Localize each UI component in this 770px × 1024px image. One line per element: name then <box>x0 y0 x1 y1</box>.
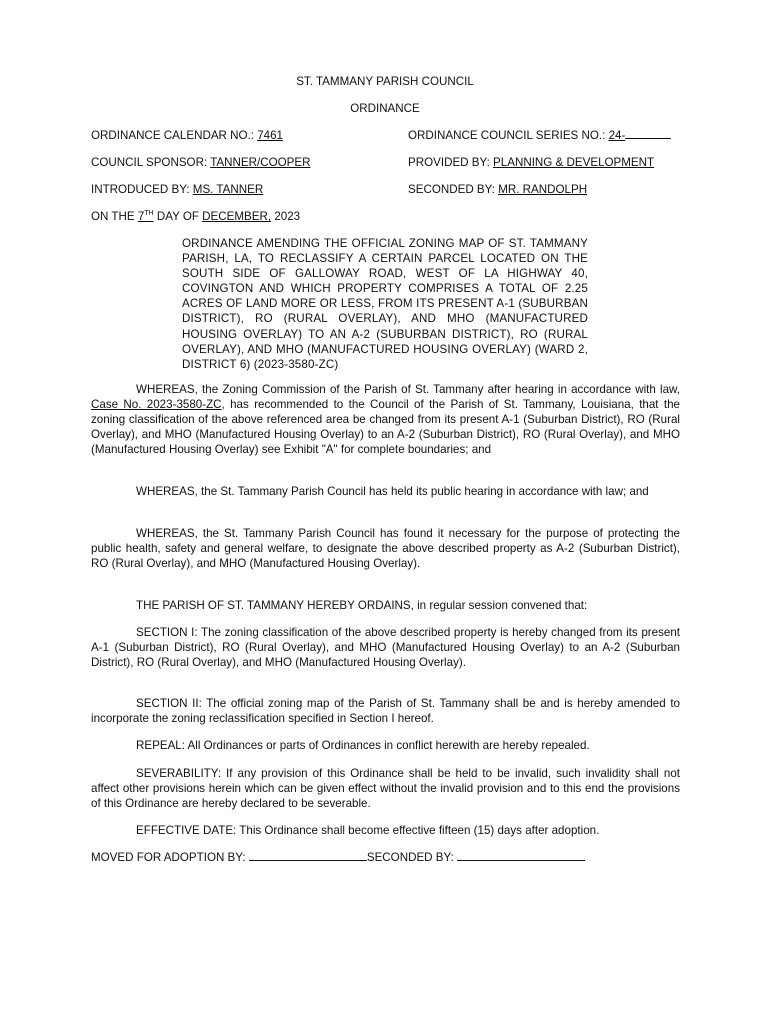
calendar-number-field <box>91 128 283 143</box>
introduced-by-label: INTRODUCED BY: <box>91 183 193 196</box>
moved-by-blank <box>249 850 367 861</box>
whereas-paragraph-1 <box>91 382 680 457</box>
introduced-by-field <box>91 182 263 197</box>
effective-date-text: EFFECTIVE DATE: This Ordinance shall become effective fifteen (15) days after adoption. <box>136 824 600 837</box>
ordains-paragraph <box>91 598 680 613</box>
council-series-field <box>408 128 671 143</box>
council-sponsor-field <box>91 155 310 170</box>
section-2-paragraph <box>91 696 680 726</box>
seconded-by-field <box>408 182 587 197</box>
ordinance-caption: ORDINANCE AMENDING THE OFFICIAL ZONING MAP OF ST. TAMMANY PARISH, LA, TO RECLASSIFY A CERTAIN PARCEL LOCATED ON THE SOUTH SIDE OF GALLOWAY ROAD, WEST OF LA HIGHWAY 40, COVINGTON AND WHICH PROPERTY COMPRISES A TOTAL OF 2.25 ACRES OF LAND MORE OR LESS, FROM ITS PRESENT A-1 (SUBURBAN DISTRICT), RO (RURAL OVERLAY), AND MHO (MANUFACTURED HOUSING OVERLAY) TO AN A-2 (SUBURBAN DISTRICT), RO (RURAL OVERLAY), AND MHO (MANUFACTURED HOUSING OVERLAY) (WARD 2, DISTRICT 6) (2023-3580-ZC) <box>182 237 588 371</box>
whereas-1-text-b: , has recommended to the Council of the Parish of St. Tammany, Louisiana, that the zoning classification of the above referenced area be changed from its present A-1 (Suburban District), RO (Rural Overlay), and MHO (Manufactured Housing Overlay) to an A-2 (Suburban District), RO (Rural Overlay), and MHO (Manufactured Housing Overlay) see Exhibit "A" for complete boundaries; and <box>91 398 680 457</box>
calendar-number-value: 7461 <box>257 129 283 142</box>
council-sponsor-label: COUNCIL SPONSOR: <box>91 156 211 169</box>
date-year: 2023 <box>271 210 301 223</box>
repeal-paragraph <box>91 738 680 753</box>
council-sponsor-value: TANNER/COOPER <box>210 156 311 169</box>
council-title: ST. TAMMANY PARISH COUNCIL <box>296 75 474 88</box>
footer-seconded-blank <box>457 850 585 861</box>
ordains-text: THE PARISH OF ST. TAMMANY HEREBY ORDAINS, in regular session convened that: <box>136 599 588 612</box>
introduced-by-value: MS. TANNER <box>192 183 264 196</box>
seconded-by-label: SECONDED BY: <box>408 183 499 196</box>
introduction-date <box>91 209 300 224</box>
calendar-number-label: ORDINANCE CALENDAR NO.: <box>91 129 258 142</box>
section-1-text: SECTION I: The zoning classification of the above described property is hereby changed from its present A-1 (Suburban District), RO (Rural Overlay), and MHO (Manufactured Housing Overlay) to an A-2 (Suburban District), RO (Rural Overlay), and MHO (Manufactured Housing Overlay). <box>91 626 680 670</box>
section-1-paragraph <box>91 625 680 670</box>
effective-date-paragraph <box>91 823 680 838</box>
date-prefix: ON THE <box>91 210 138 223</box>
whereas-1-text-a: WHEREAS, the Zoning Commission of the Parish of St. Tammany after hearing in accordance with law, <box>136 383 680 396</box>
severability-text: SEVERABILITY: If any provision of this Ordinance shall be held to be invalid, such invalidity shall not affect other provisions herein which can be given effect without the invalid provision and to this end the provisions of this Ordinance are hereby declared to be severable. <box>91 767 680 811</box>
provided-by-value: PLANNING & DEVELOPMENT <box>493 156 655 169</box>
council-series-value: 24- <box>608 129 626 142</box>
date-day-suffix: TH <box>144 210 154 218</box>
case-number: Case No. 2023-3580-ZC <box>91 398 222 412</box>
council-series-label: ORDINANCE COUNCIL SERIES NO.: <box>408 129 609 142</box>
council-series-blank <box>625 128 671 139</box>
whereas-2-text: WHEREAS, the St. Tammany Parish Council has held its public hearing in accordance with law; and <box>136 485 649 498</box>
date-day-number: 7 <box>137 210 145 223</box>
date-month: DECEMBER, <box>202 210 272 223</box>
severability-paragraph <box>91 766 680 811</box>
adoption-signature-line <box>91 850 585 865</box>
provided-by-field <box>408 155 654 170</box>
date-mid: DAY OF <box>153 210 203 223</box>
moved-for-adoption-label: MOVED FOR ADOPTION BY: <box>91 851 249 864</box>
whereas-paragraph-2 <box>91 484 680 499</box>
seconded-by-value: MR. RANDOLPH <box>498 183 588 196</box>
section-2-text: SECTION II: The official zoning map of the Parish of St. Tammany shall be and is hereby amended to incorporate the zoning reclassification specified in Section I hereof. <box>91 697 680 726</box>
whereas-paragraph-3 <box>91 526 680 571</box>
whereas-3-text: WHEREAS, the St. Tammany Parish Council has found it necessary for the purpose of protecting the public health, safety and general welfare, to designate the above described property as A-2 (Suburban District), RO (Rural Overlay), and MHO (Manufactured Housing Overlay). <box>91 527 680 571</box>
provided-by-label: PROVIDED BY: <box>408 156 494 169</box>
date-day <box>138 210 154 223</box>
document-type: ORDINANCE <box>350 102 420 115</box>
footer-seconded-label: SECONDED BY: <box>366 851 458 864</box>
repeal-text: REPEAL: All Ordinances or parts of Ordinances in conflict herewith are hereby repealed. <box>136 739 590 752</box>
